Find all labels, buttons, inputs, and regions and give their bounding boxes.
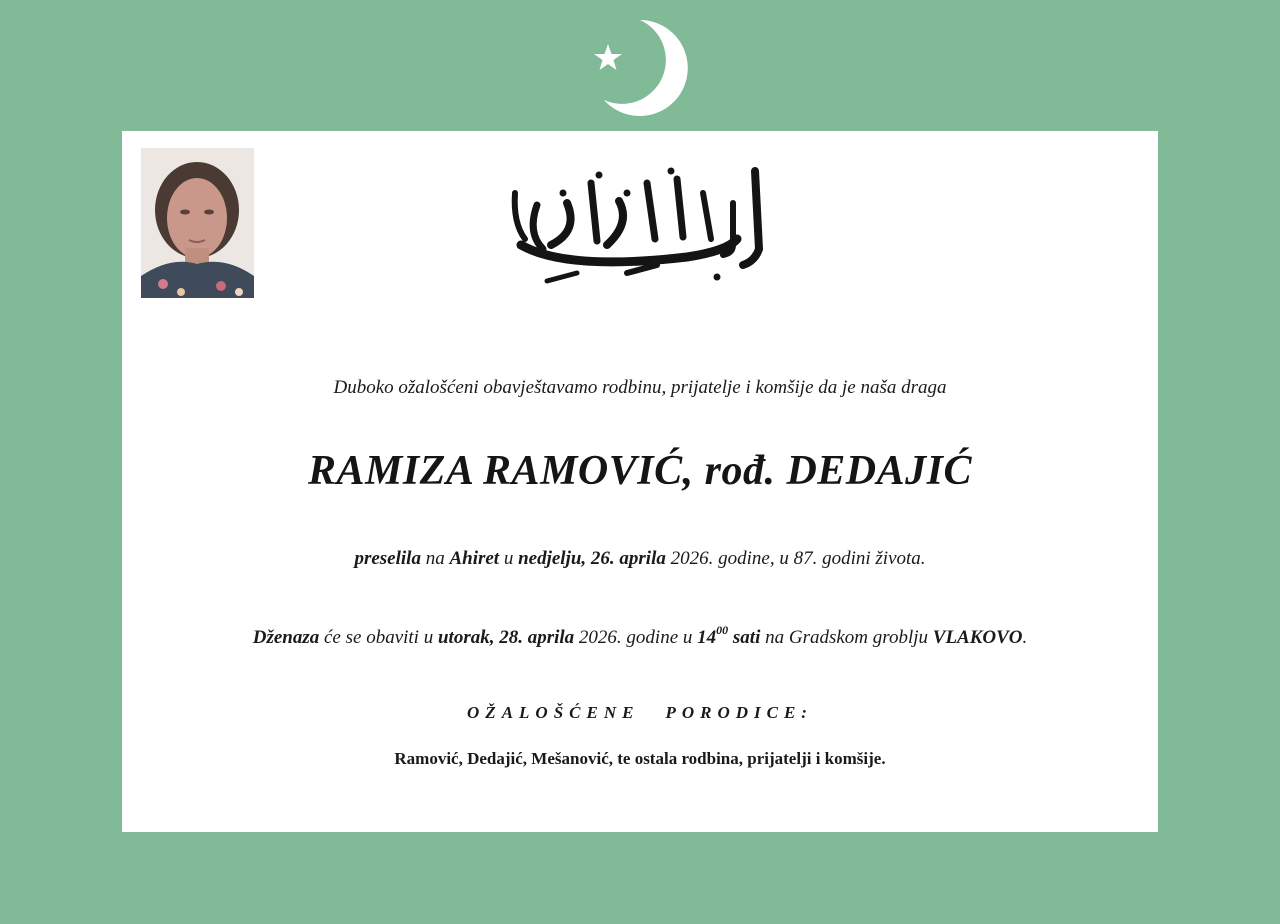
janaza-date: utorak, 28. aprila <box>437 627 575 648</box>
janaza-sati: sati <box>728 627 761 648</box>
death-word-4: u <box>499 548 519 569</box>
janaza-word-2: će se obaviti u <box>319 627 438 648</box>
death-announcement <box>122 548 1158 570</box>
cemetery-name: VLAKOVO <box>932 627 1023 648</box>
death-word-1: preselila <box>354 548 421 569</box>
portrait-photo <box>141 148 254 298</box>
janaza-hour: 14 <box>697 627 717 648</box>
crescent-star-icon <box>585 14 695 124</box>
janaza-period: . <box>1022 627 1028 648</box>
death-word-3: Ahiret <box>449 548 500 569</box>
death-year-age: 2026. godine, u 87. godini života. <box>665 548 926 569</box>
families-title-part-1: OŽALOŠĆENE <box>467 703 640 722</box>
death-date: nedjelju, 26. aprila <box>518 548 666 569</box>
families-list: Ramović, Dedajić, Mešanović, te ostala rodbina, prijatelji i komšije. <box>394 749 886 768</box>
obituary-card <box>122 131 1158 832</box>
deceased-name: RAMIZA RAMOVIĆ, rođ. DEDAJIĆ <box>307 448 973 494</box>
janaza-year: 2026. godine u <box>574 627 698 648</box>
arabic-calligraphy <box>507 153 777 293</box>
intro-text: Duboko ožalošćeni obavještavamo rodbinu, prijatelje i komšije da je naša draga <box>333 377 947 398</box>
janaza-announcement <box>122 623 1158 649</box>
janaza-place-intro: na Gradskom groblju <box>760 627 933 648</box>
janaza-minutes: 00 <box>716 623 729 637</box>
death-word-2: na <box>420 548 450 569</box>
families-title <box>122 703 1158 723</box>
janaza-word-1: Dženaza <box>252 627 320 648</box>
families-title-part-2: PORODICE: <box>665 703 813 722</box>
